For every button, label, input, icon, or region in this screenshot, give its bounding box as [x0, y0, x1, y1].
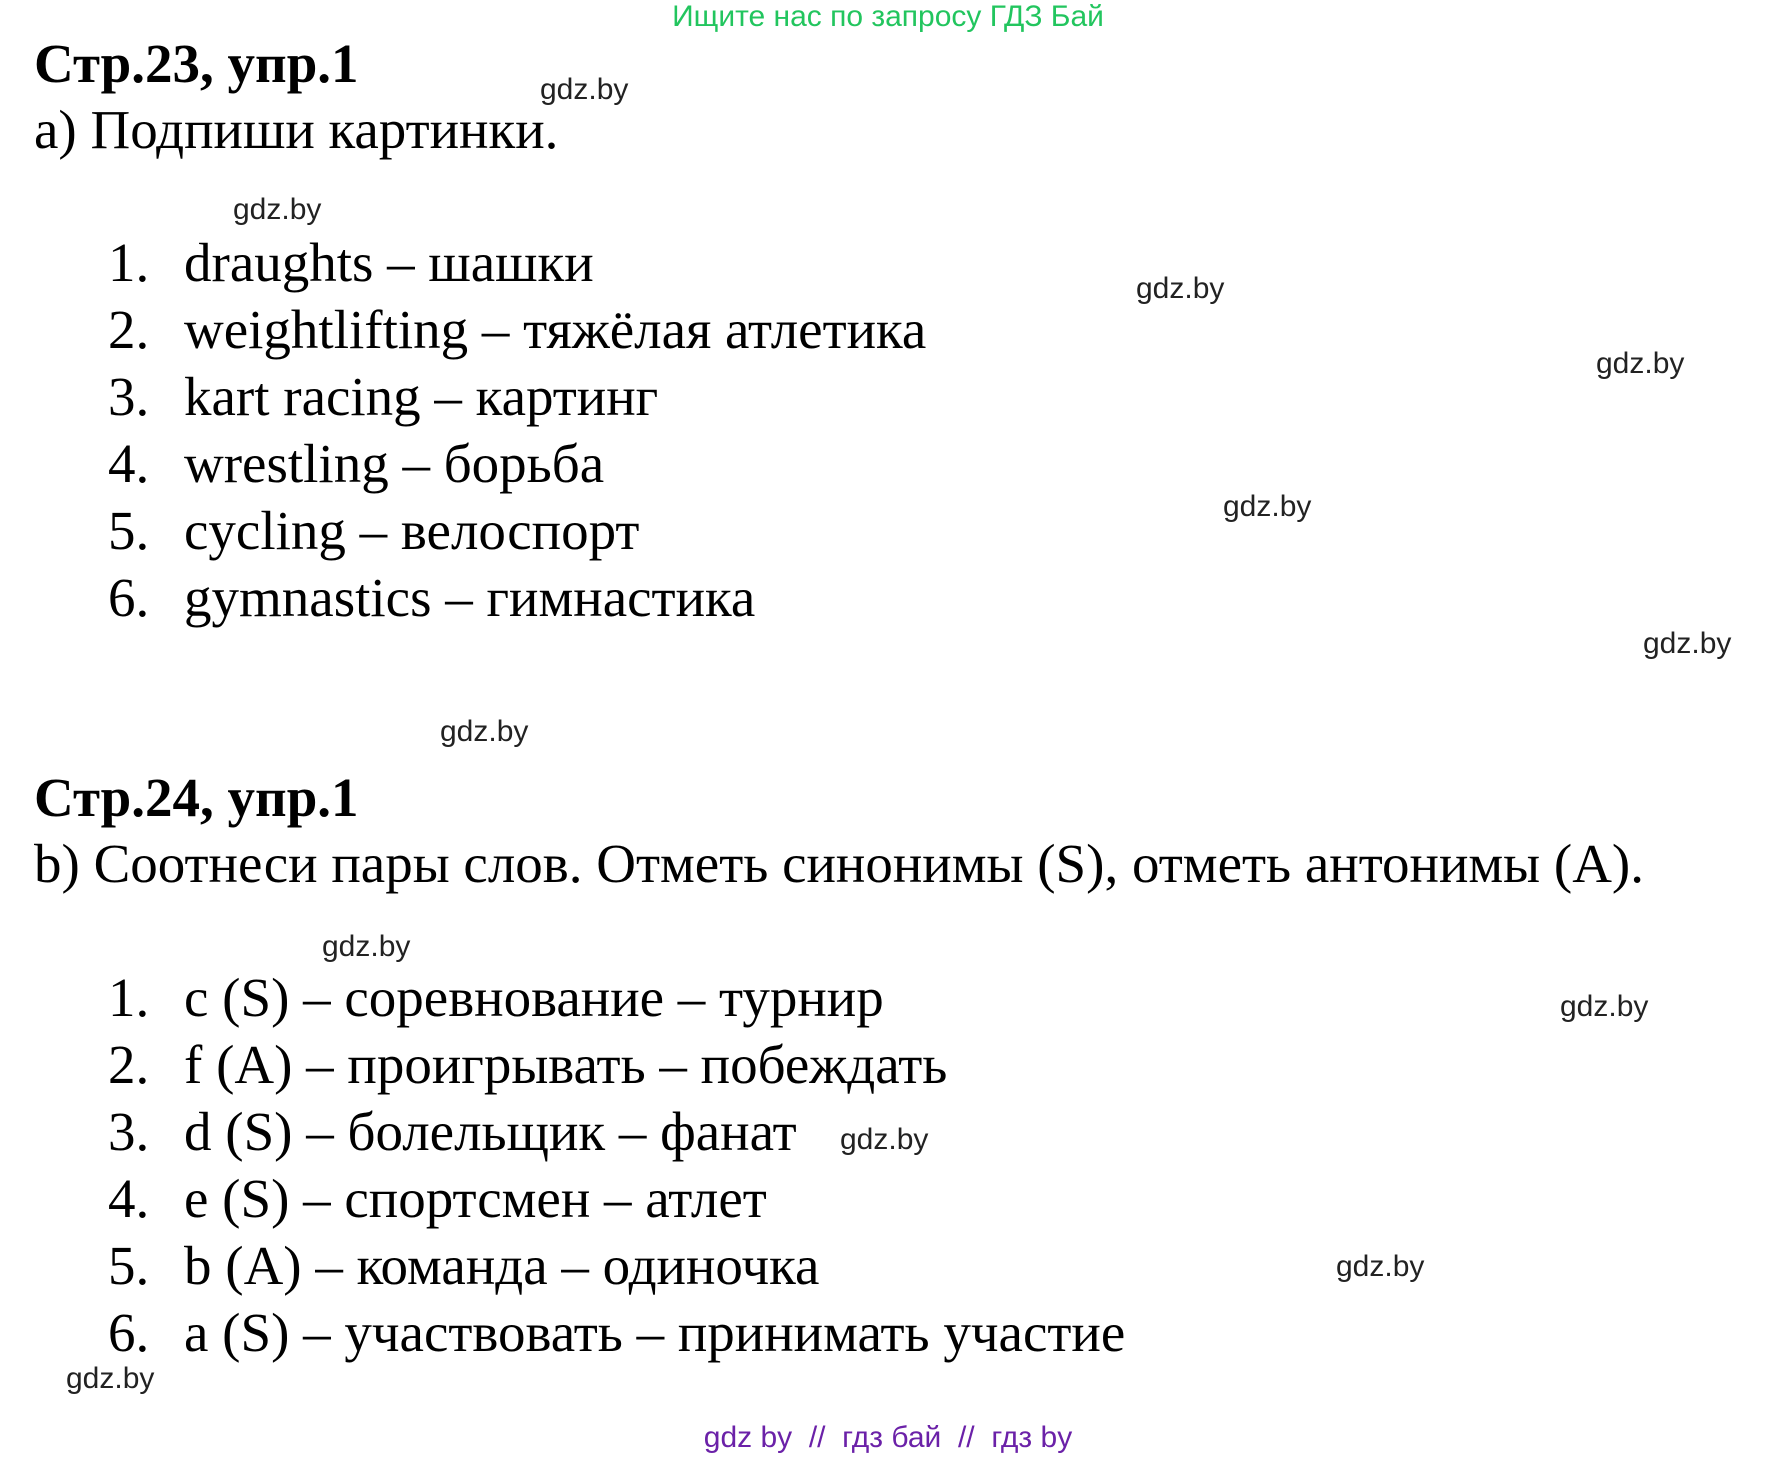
section1-item: [108, 434, 604, 494]
watermark: gdz.by: [322, 930, 411, 963]
item-number: 4.: [108, 1168, 150, 1229]
watermark: gdz.by: [840, 1123, 929, 1156]
section2-item: [108, 968, 884, 1028]
item-text: f (A) – проигрывать – побеждать: [184, 1034, 948, 1095]
top-banner: Ищите нас по запросу ГДЗ Бай: [672, 0, 1104, 33]
watermark: gdz.by: [540, 73, 629, 106]
section2-item: [108, 1169, 767, 1229]
item-number: 3.: [108, 1101, 150, 1162]
item-number: 1.: [108, 967, 150, 1028]
section2-item: [108, 1035, 947, 1095]
item-number: 1.: [108, 232, 150, 293]
item-text: gymnastics – гимнастика: [184, 567, 756, 628]
section2-instruction: b) Соотнеси пары слов. Отметь синонимы (S), отметь антонимы (A).: [34, 833, 1644, 894]
section1-heading: Стр.23, упр.1: [34, 33, 359, 94]
item-number: 3.: [108, 366, 150, 427]
section1-item: [108, 300, 926, 360]
watermark: gdz.by: [1136, 272, 1225, 305]
section1-item: [108, 367, 658, 427]
item-number: 2.: [108, 299, 150, 360]
item-number: 4.: [108, 433, 150, 494]
item-text: e (S) – спортсмен – атлет: [184, 1168, 767, 1229]
item-text: weightlifting – тяжёлая атлетика: [184, 299, 927, 360]
watermark: gdz.by: [1643, 627, 1732, 660]
watermark: gdz.by: [1560, 990, 1649, 1023]
item-text: draughts – шашки: [184, 232, 594, 293]
section2-item: [108, 1303, 1125, 1363]
watermark: gdz.by: [1596, 347, 1685, 380]
section1-item: [108, 501, 639, 561]
watermark: gdz.by: [233, 193, 322, 226]
section2-item: [108, 1102, 797, 1162]
footer-links: gdz by // гдз бай // гдз by: [703, 1421, 1073, 1454]
section1-item: [108, 568, 755, 628]
watermark: gdz.by: [440, 715, 529, 748]
watermark: gdz.by: [1336, 1250, 1425, 1283]
watermark: gdz.by: [66, 1362, 155, 1395]
item-text: wrestling – борьба: [184, 433, 605, 494]
item-text: d (S) – болельщик – фанат: [184, 1101, 797, 1162]
item-number: 6.: [108, 567, 150, 628]
section2-item: [108, 1236, 819, 1296]
section1-item: [108, 233, 594, 293]
item-number: 2.: [108, 1034, 150, 1095]
item-text: c (S) – соревнование – турнир: [184, 967, 884, 1028]
section2-heading: Стр.24, упр.1: [34, 767, 359, 828]
item-text: cycling – велоспорт: [184, 500, 640, 561]
item-number: 6.: [108, 1302, 150, 1363]
watermark: gdz.by: [1223, 490, 1312, 523]
section1-instruction: a) Подпиши картинки.: [34, 99, 559, 160]
item-text: a (S) – участвовать – принимать участие: [184, 1302, 1126, 1363]
item-number: 5.: [108, 1235, 150, 1296]
item-number: 5.: [108, 500, 150, 561]
item-text: b (A) – команда – одиночка: [184, 1235, 820, 1296]
item-text: kart racing – картинг: [184, 366, 659, 427]
